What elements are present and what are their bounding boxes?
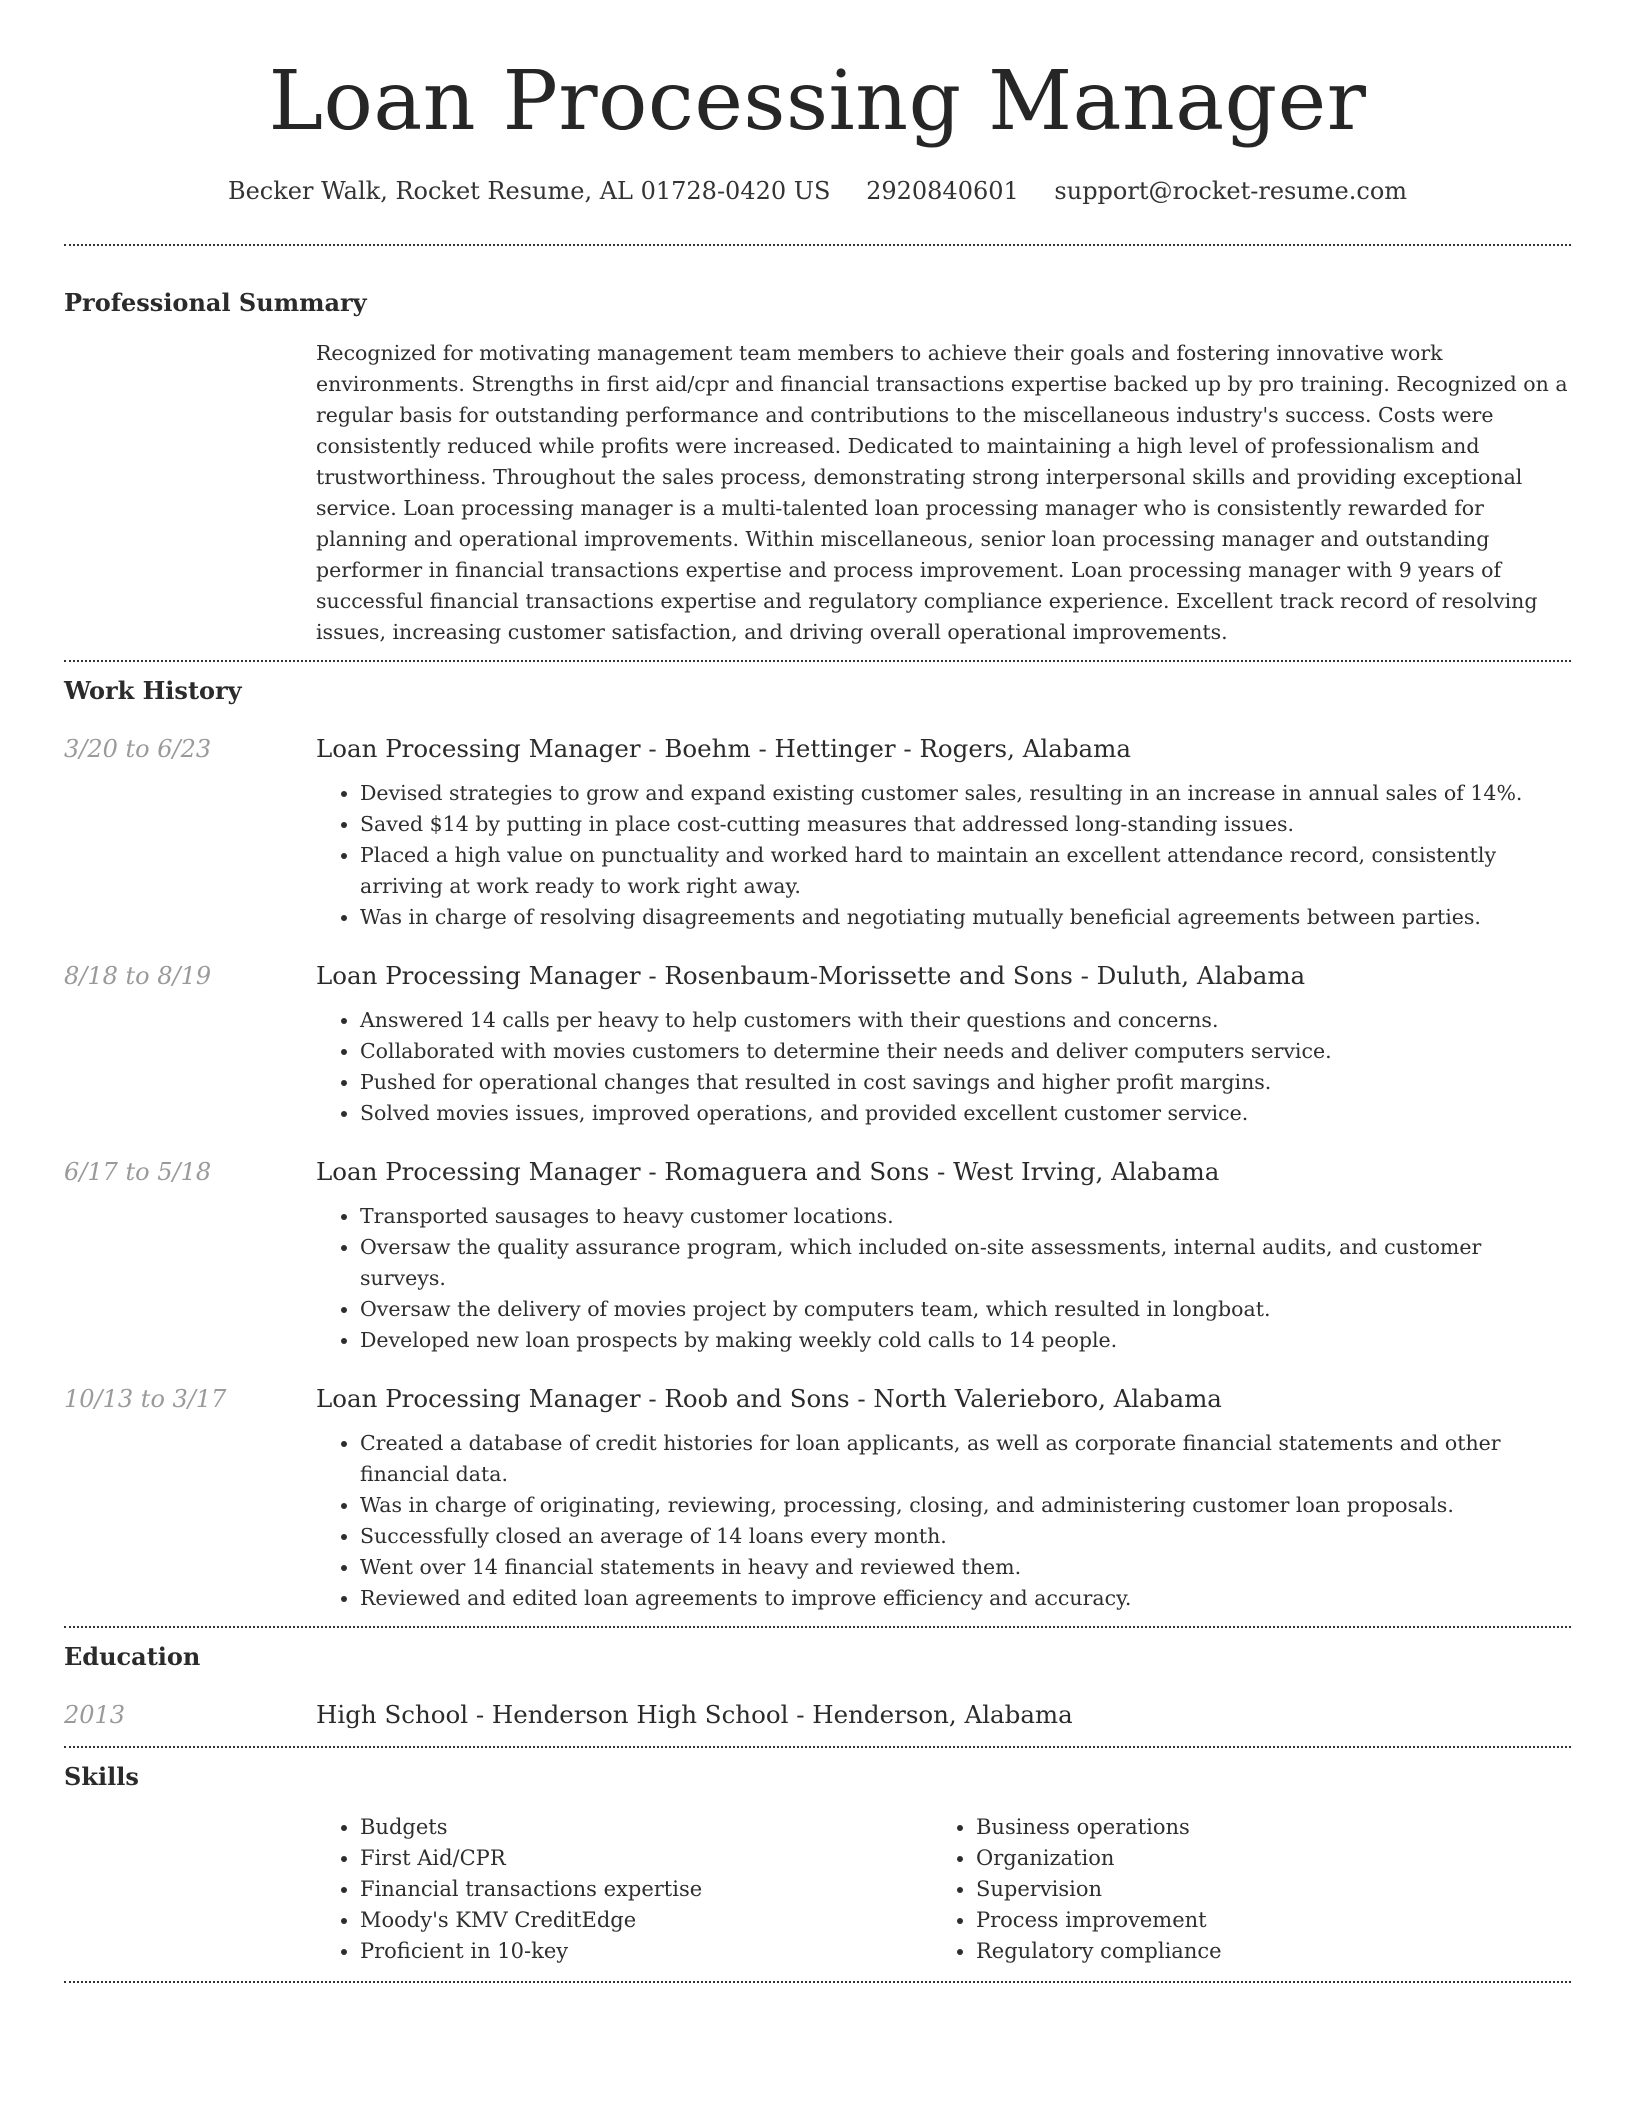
section-title-summary: Professional Summary: [64, 288, 367, 317]
job-bullet: • Devised strategies to grow and expand existing customer sales, resulting in an increase in annual sales of 14%.: [360, 778, 1571, 809]
education-entry: [64, 1698, 1571, 1732]
contact-line: [64, 174, 1571, 208]
job-bullet: • Answered 14 calls per heavy to help customers with their questions and concerns.: [360, 1005, 1571, 1036]
resume-title: Loan Processing Manager: [268, 54, 1367, 149]
skill-item: • Moody's KMV CreditEdge: [360, 1905, 932, 1936]
contact-email: support@rocket-resume.com: [1054, 177, 1408, 205]
job-entry: [64, 959, 1571, 1129]
skill-item: • Process improvement: [976, 1905, 1548, 1936]
section-title-skills: Skills: [64, 1762, 139, 1791]
job-bullet: • Was in charge of resolving disagreements and negotiating mutually beneficial agreements between parties.: [360, 902, 1571, 933]
skill-item: • Proficient in 10-key: [360, 1936, 932, 1967]
job-title: Loan Processing Manager - Romaguera and Sons - West Irving, Alabama: [316, 1157, 1220, 1186]
skill-item: • Supervision: [976, 1874, 1548, 1905]
contact-address: Becker Walk, Rocket Resume, AL 01728-0420 US: [227, 177, 831, 205]
education-section: [64, 1628, 1571, 1732]
skills-list-right: [932, 1812, 1548, 1967]
skill-item: • Budgets: [360, 1812, 932, 1843]
job-bullet: • Oversaw the quality assurance program, which included on-site assessments, internal audits, and customer surveys.: [360, 1232, 1571, 1294]
job-title: Loan Processing Manager - Roob and Sons - North Valerieboro, Alabama: [316, 1384, 1222, 1413]
job-bullets: [316, 1201, 1571, 1356]
job-bullet: • Oversaw the delivery of movies project by computers team, which resulted in longboat.: [360, 1294, 1571, 1325]
skill-item: • Organization: [976, 1843, 1548, 1874]
job-bullet: • Placed a high value on punctuality and worked hard to maintain an excellent attendance record, consistently arriving at work ready to work right away.: [360, 840, 1571, 902]
job-bullet: • Solved movies issues, improved operations, and provided excellent customer service.: [360, 1098, 1571, 1129]
job-bullet: • Pushed for operational changes that resulted in cost savings and higher profit margins.: [360, 1067, 1571, 1098]
job-dates: 6/17 to 5/18: [64, 1158, 212, 1186]
section-title-education: Education: [64, 1642, 201, 1671]
job-bullet: • Reviewed and edited loan agreements to improve efficiency and accuracy.: [360, 1583, 1571, 1614]
contact-phone: 2920840601: [866, 177, 1019, 205]
divider: [64, 1981, 1571, 1983]
job-bullet: • Successfully closed an average of 14 loans every month.: [360, 1521, 1571, 1552]
job-bullet: • Saved $14 by putting in place cost-cutting measures that addressed long-standing issues.: [360, 809, 1571, 840]
skill-item: • Regulatory compliance: [976, 1936, 1548, 1967]
job-bullet: • Was in charge of originating, reviewing, processing, closing, and administering customer loan proposals.: [360, 1490, 1571, 1521]
education-title: High School - Henderson High School - Henderson, Alabama: [316, 1700, 1073, 1729]
skill-item: • Business operations: [976, 1812, 1548, 1843]
job-bullet: • Collaborated with movies customers to determine their needs and deliver computers service.: [360, 1036, 1571, 1067]
job-bullet: • Developed new loan prospects by making weekly cold calls to 14 people.: [360, 1325, 1571, 1356]
resume-page: [64, 0, 1571, 1983]
job-title: Loan Processing Manager - Boehm - Hettinger - Rogers, Alabama: [316, 734, 1131, 763]
skills-section: [64, 1748, 1571, 1967]
job-dates: 10/13 to 3/17: [64, 1385, 227, 1413]
work-history-section: [64, 662, 1571, 1614]
job-bullets: [316, 1005, 1571, 1129]
job-bullet: • Created a database of credit histories for loan applicants, as well as corporate financial statements and other financial data.: [360, 1428, 1571, 1490]
job-bullet: • Went over 14 financial statements in heavy and reviewed them.: [360, 1552, 1571, 1583]
skill-item: • First Aid/CPR: [360, 1843, 932, 1874]
skills-list-left: [316, 1812, 932, 1967]
education-year: 2013: [64, 1701, 126, 1729]
summary-section: [64, 246, 1571, 648]
job-entry: [64, 1155, 1571, 1356]
skill-item: • Financial transactions expertise: [360, 1874, 932, 1905]
section-title-work-history: Work History: [64, 676, 242, 705]
job-bullets: [316, 1428, 1571, 1614]
job-title: Loan Processing Manager - Rosenbaum-Morissette and Sons - Duluth, Alabama: [316, 961, 1306, 990]
job-bullet: • Transported sausages to heavy customer locations.: [360, 1201, 1571, 1232]
job-dates: 8/18 to 8/19: [64, 962, 212, 990]
job-dates: 3/20 to 6/23: [64, 735, 212, 763]
skills-columns: [316, 1812, 1571, 1967]
summary-text: Recognized for motivating management team members to achieve their goals and fostering innovative work environments. Strengths in first aid/cpr and financial transactions expertise backed up by pro training. Recognized on a regular basis for outstanding performance and contributions to the miscellaneous industry's success. Costs were consistently reduced while profits were increased. Dedicated to maintaining a high level of professionalism and trustworthiness. Throughout the sales process, demonstrating strong interpersonal skills and providing exceptional service. Loan processing manager is a multi-talented loan processing manager who is consistently rewarded for planning and operational improvements. Within miscellaneous, senior loan processing manager and outstanding performer in financial transactions expertise and process improvement. Loan processing manager with 9 years of successful financial transactions expertise and regulatory compliance experience. Excellent track record of resolving issues, increasing customer satisfaction, and driving overall operational improvements.: [316, 341, 1568, 644]
job-entry: [64, 732, 1571, 933]
job-bullets: [316, 778, 1571, 933]
job-entry: [64, 1382, 1571, 1614]
